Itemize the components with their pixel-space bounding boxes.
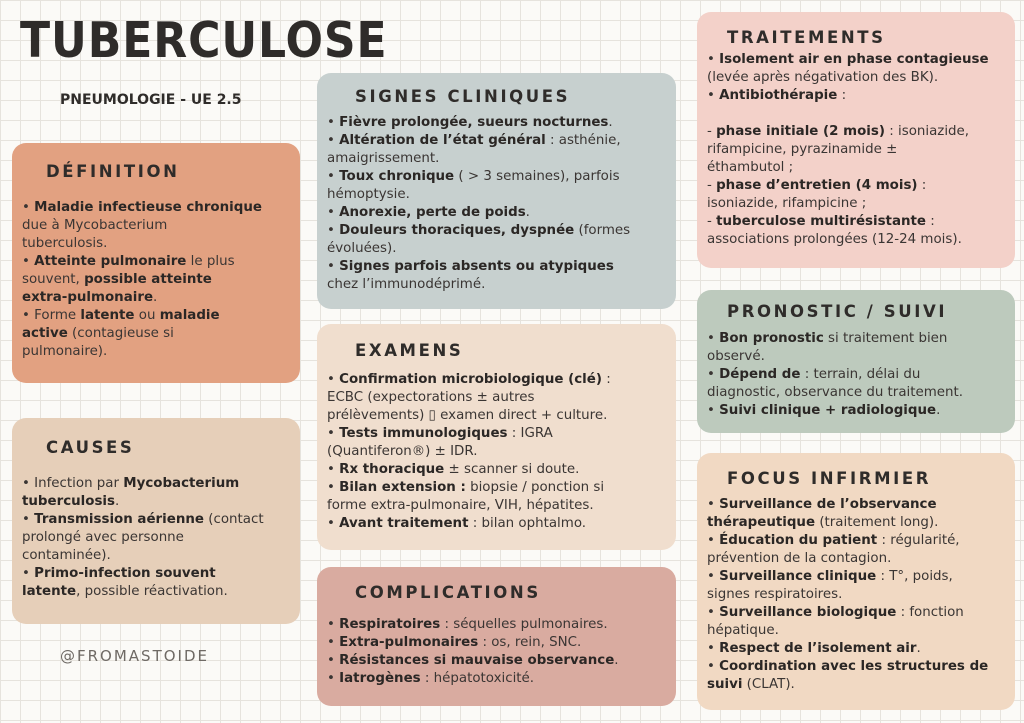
bold-text: Maladie infectieuse chronique: [34, 200, 262, 215]
card-title: COMPLICATIONS: [355, 583, 541, 602]
text-line: [707, 367, 920, 382]
bold-text: latente: [22, 584, 77, 599]
text: •: [22, 512, 35, 527]
card-definition: [12, 143, 300, 383]
card-body: [327, 616, 664, 688]
text-line: [327, 408, 607, 423]
bold-text: active: [22, 326, 68, 341]
bold-text: Fièvre prolongée, sueurs nocturnes: [339, 115, 609, 130]
text-line: [327, 635, 581, 650]
bold-text: Primo-infection souvent: [34, 566, 216, 581]
text-line: [327, 187, 410, 202]
text: : isoniazide,: [884, 124, 970, 139]
text: prélèvements) ▯ examen direct + culture.: [327, 408, 608, 423]
text-line: [707, 349, 765, 364]
text: : hépatotoxicité.: [420, 671, 535, 686]
card-body: [327, 371, 664, 533]
card-body: [327, 114, 664, 294]
text-line: [707, 385, 963, 400]
page-title: TUBERCULOSE: [20, 12, 388, 69]
card-focus-infirmier: [697, 453, 1015, 710]
text: amaigrissement.: [327, 151, 440, 166]
text-line: [707, 232, 962, 247]
bold-text: Isolement air en phase contagieuse: [719, 52, 989, 67]
text: :: [917, 178, 927, 193]
card-examens: [317, 324, 676, 550]
text: ( > 3 semaines), parfois: [454, 169, 620, 184]
text-line: [327, 259, 614, 274]
text-line: [22, 530, 184, 545]
text: associations prolongées (12-24 mois).: [707, 232, 962, 247]
text: •: [707, 367, 720, 382]
text-line: [327, 277, 485, 292]
card-title: SIGNES CLINIQUES: [355, 87, 571, 106]
text-line: [327, 426, 553, 441]
text-line: [22, 200, 262, 215]
text-line: [707, 659, 988, 674]
text: •: [707, 605, 720, 620]
bold-text: Respiratoires: [339, 617, 441, 632]
text: .: [614, 653, 619, 668]
text: •: [327, 617, 340, 632]
text: : asthénie,: [545, 133, 621, 148]
card-body: [22, 199, 288, 361]
text: chez l’immunodéprimé.: [327, 277, 486, 292]
bold-text: Anorexie, perte de poids: [339, 205, 526, 220]
text: •: [327, 372, 340, 387]
text-line: [707, 623, 779, 638]
bold-text: tuberculose multirésistante: [716, 214, 927, 229]
text: diagnostic, observance du traitement.: [707, 385, 964, 400]
text: .: [525, 205, 530, 220]
text: rifampicine, pyrazinamide ±: [707, 142, 898, 157]
text-line: [22, 272, 212, 287]
text: (CLAT).: [742, 677, 795, 692]
bold-text: Signes parfois absents ou atypiques: [339, 259, 614, 274]
text-line: [22, 344, 107, 359]
bold-text: Toux chronique: [339, 169, 455, 184]
card-title: EXAMENS: [355, 341, 464, 360]
text: •: [22, 200, 35, 215]
bold-text: Respect de l’isolement air: [719, 641, 917, 656]
text: souvent,: [22, 272, 85, 287]
bold-text: thérapeutique: [707, 515, 816, 530]
text: ou: [134, 308, 160, 323]
text: (contact: [203, 512, 264, 527]
text: observé.: [707, 349, 765, 364]
text: :: [837, 88, 847, 103]
text: •: [707, 52, 720, 67]
text-line: [707, 605, 964, 620]
bold-text: Extra-pulmonaires: [339, 635, 479, 650]
card-title: PRONOSTIC / SUIVI: [727, 302, 948, 321]
bold-text: Surveillance clinique: [719, 569, 877, 584]
text-line: [707, 70, 938, 85]
text-line: [22, 236, 107, 251]
text: .: [936, 403, 941, 418]
text: •: [707, 659, 720, 674]
card-body: [707, 496, 1003, 694]
text-line: [327, 617, 608, 632]
text: : T°, poids,: [876, 569, 953, 584]
text: •: [707, 641, 720, 656]
card-pronostic-suivi: [697, 290, 1015, 433]
text: (contagieuse si: [67, 326, 174, 341]
text-line: [327, 372, 611, 387]
text: le plus: [186, 254, 235, 269]
text-line: [707, 587, 842, 602]
text-line: [327, 205, 530, 220]
text: •: [327, 653, 340, 668]
text: ECBC (expectorations ± autres: [327, 390, 535, 405]
text-line: [22, 218, 167, 233]
bold-text: Antibiothérapie: [719, 88, 838, 103]
text: (levée après négativation des BK).: [707, 70, 939, 85]
text: éthambutol ;: [707, 160, 794, 175]
text-line: [707, 331, 947, 346]
card-body: [707, 51, 1003, 249]
text-line: [707, 124, 969, 139]
bold-text: Résistances si mauvaise observance: [339, 653, 615, 668]
text: évoluées).: [327, 241, 397, 256]
bold-text: Surveillance biologique: [719, 605, 897, 620]
text: -: [707, 178, 717, 193]
text-line: [327, 516, 586, 531]
bold-text: possible atteinte: [84, 272, 212, 287]
text: (traitement long).: [815, 515, 939, 530]
bold-text: suivi: [707, 677, 743, 692]
text-line: [707, 142, 897, 157]
card-title: CAUSES: [46, 438, 135, 457]
text: ± scanner si doute.: [444, 462, 580, 477]
bold-text: Atteinte pulmonaire: [34, 254, 187, 269]
text: •: [327, 426, 340, 441]
text: -: [707, 214, 717, 229]
text-line: [707, 214, 935, 229]
text-line: [327, 223, 630, 238]
text: •: [327, 205, 340, 220]
text-line: [327, 480, 604, 495]
text: : os, rein, SNC.: [478, 635, 582, 650]
text-line: [707, 551, 891, 566]
author-handle: @FROMASTOIDE: [60, 647, 210, 665]
text-line: [327, 151, 439, 166]
text: •: [22, 254, 35, 269]
bold-text: Iatrogènes: [339, 671, 421, 686]
bold-text: Dépend de: [719, 367, 801, 382]
text-line: [22, 512, 264, 527]
bold-text: Bilan extension :: [339, 480, 466, 495]
text: prolongé avec personne: [22, 530, 184, 545]
text: biopsie / ponction si: [465, 480, 605, 495]
text-line: [22, 584, 228, 599]
card-signes-cliniques: [317, 73, 676, 309]
card-title: DÉFINITION: [46, 162, 180, 181]
text: si traitement bien: [823, 331, 948, 346]
text-line: [707, 178, 926, 193]
text-line: [707, 160, 793, 175]
bold-text: Rx thoracique: [339, 462, 445, 477]
text: isoniazide, rifampicine ;: [707, 196, 867, 211]
bold-text: Douleurs thoraciques, dyspnée: [339, 223, 575, 238]
text-line: [22, 548, 111, 563]
text: (formes: [574, 223, 631, 238]
text: -: [707, 124, 717, 139]
text-line: [327, 653, 619, 668]
text: • Forme: [22, 308, 81, 323]
text-line: [22, 290, 157, 305]
text-line: [707, 52, 989, 67]
text: •: [327, 223, 340, 238]
text: •: [327, 259, 340, 274]
text: •: [327, 635, 340, 650]
text: •: [327, 462, 340, 477]
bold-text: Éducation du patient: [719, 533, 878, 548]
text: •: [327, 115, 340, 130]
text: •: [707, 88, 720, 103]
card-complications: [317, 567, 676, 706]
text-line: [327, 133, 621, 148]
text-line: [327, 115, 613, 130]
text: • Infection par: [22, 476, 124, 491]
bold-text: Bon pronostic: [719, 331, 824, 346]
text: :: [601, 372, 611, 387]
text-line: [22, 476, 239, 491]
text-line: [707, 196, 866, 211]
text: pulmonaire).: [22, 344, 108, 359]
bold-text: Tests immunologiques: [339, 426, 508, 441]
bold-text: Mycobacterium: [123, 476, 240, 491]
text: forme extra-pulmonaire, VIH, hépatites.: [327, 498, 594, 513]
bold-text: Confirmation microbiologique (clé): [339, 372, 602, 387]
bold-text: Transmission aérienne: [34, 512, 204, 527]
text: •: [707, 497, 720, 512]
bold-text: Suivi clinique + radiologique: [719, 403, 937, 418]
card-title: TRAITEMENTS: [727, 28, 886, 47]
text-line: [707, 533, 960, 548]
bold-text: extra-pulmonaire: [22, 290, 154, 305]
bold-text: Coordination avec les structures de: [719, 659, 989, 674]
text: •: [707, 403, 720, 418]
text: : IGRA: [507, 426, 553, 441]
text: .: [608, 115, 613, 130]
text-line: [707, 641, 921, 656]
text: •: [707, 533, 720, 548]
text-line: [327, 241, 397, 256]
text-line: [327, 462, 579, 477]
text: .: [916, 641, 921, 656]
bold-text: phase d’entretien (4 mois): [716, 178, 918, 193]
bold-text: Avant traitement: [339, 516, 469, 531]
card-body: [22, 475, 288, 601]
text-line: [327, 444, 477, 459]
text-line: [707, 88, 846, 103]
text: hémoptysie.: [327, 187, 410, 202]
text: •: [327, 480, 340, 495]
card-causes: [12, 418, 300, 624]
text-line: [22, 494, 119, 509]
page-subtitle: PNEUMOLOGIE - UE 2.5: [60, 92, 242, 108]
bold-text: latente: [80, 308, 135, 323]
bold-text: phase initiale (2 mois): [716, 124, 885, 139]
text: contaminée).: [22, 548, 111, 563]
text: : fonction: [896, 605, 964, 620]
card-title: FOCUS INFIRMIER: [727, 469, 932, 488]
bold-text: tuberculosis: [22, 494, 115, 509]
text: : terrain, délai du: [800, 367, 921, 382]
text-line: [707, 403, 940, 418]
text-line: [707, 569, 953, 584]
text: •: [707, 569, 720, 584]
text-line: [22, 566, 216, 581]
text-line: [327, 498, 594, 513]
card-traitements: [697, 12, 1015, 268]
bold-text: Altération de l’état général: [339, 133, 546, 148]
text-line: [327, 169, 620, 184]
text-line: [22, 326, 174, 341]
text: : séquelles pulmonaires.: [440, 617, 608, 632]
text-line: [327, 390, 535, 405]
bold-text: maladie: [159, 308, 220, 323]
text: hépatique.: [707, 623, 779, 638]
text: •: [22, 566, 35, 581]
text-line: [707, 677, 795, 692]
text: •: [327, 671, 340, 686]
text: •: [707, 331, 720, 346]
text: •: [327, 516, 340, 531]
text-line: [327, 671, 534, 686]
text: : bilan ophtalmo.: [468, 516, 587, 531]
text: •: [327, 133, 340, 148]
text: signes respiratoires.: [707, 587, 843, 602]
text-line: [707, 515, 938, 530]
text: : régularité,: [877, 533, 960, 548]
text: :: [926, 214, 935, 229]
text: due à Mycobacterium: [22, 218, 168, 233]
card-body: [707, 330, 1003, 420]
text-line: [22, 254, 235, 269]
bold-text: Surveillance de l’observance: [719, 497, 937, 512]
text: .: [153, 290, 158, 305]
text-line: [22, 308, 220, 323]
text: .: [115, 494, 120, 509]
text: , possible réactivation.: [76, 584, 228, 599]
text: tuberculosis.: [22, 236, 108, 251]
text: prévention de la contagion.: [707, 551, 892, 566]
text: (Quantiferon®) ± IDR.: [327, 444, 478, 459]
text: •: [327, 169, 340, 184]
text-line: [707, 497, 937, 512]
